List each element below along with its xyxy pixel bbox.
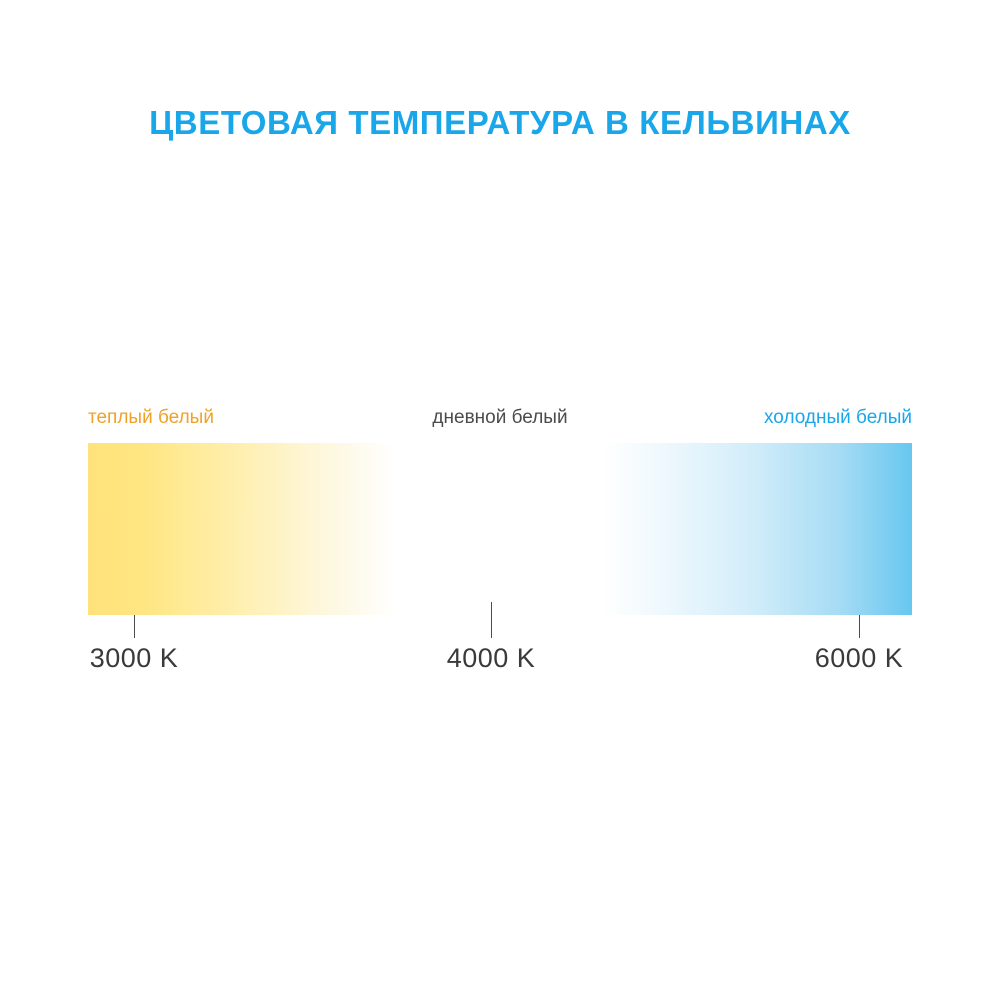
daylight-white-label: дневной белый bbox=[432, 407, 568, 428]
tick-mark-3000k bbox=[134, 615, 135, 638]
cool-white-gradient-bar bbox=[603, 443, 912, 615]
cool-white-label: холодный белый bbox=[764, 407, 912, 428]
tick-mark-6000k bbox=[859, 615, 860, 638]
warm-white-label: теплый белый bbox=[88, 407, 214, 428]
page-title: ЦВЕТОВАЯ ТЕМПЕРАТУРА В КЕЛЬВИНАХ bbox=[149, 104, 851, 141]
kelvin-value-4000: 4000 K bbox=[446, 643, 536, 673]
warm-white-gradient-bar bbox=[88, 443, 395, 615]
tick-mark-4000k bbox=[491, 602, 492, 638]
kelvin-value-6000: 6000 K bbox=[814, 643, 904, 673]
kelvin-value-3000: 3000 K bbox=[89, 643, 179, 673]
